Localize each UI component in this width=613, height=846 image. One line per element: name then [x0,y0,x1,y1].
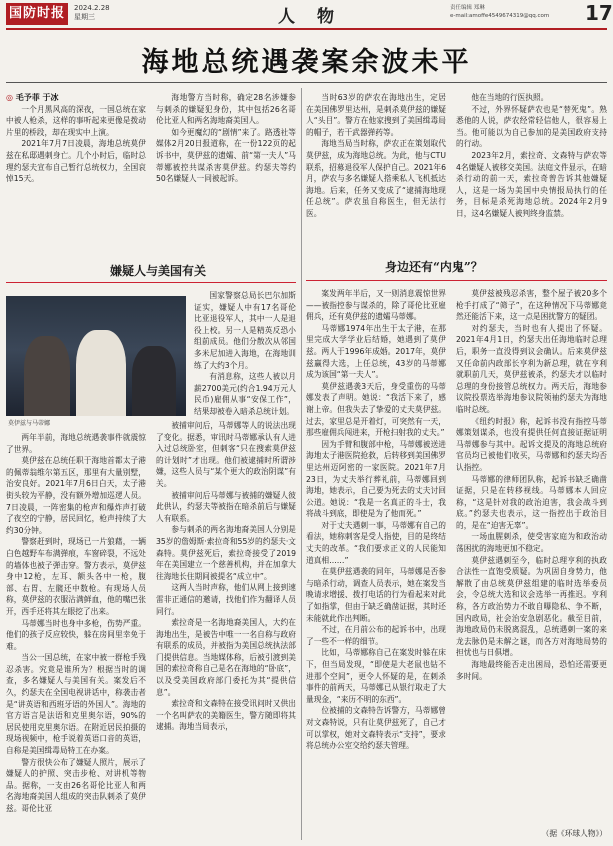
paragraph: 当公一国总统，在家中被一群枪手残忍杀害。究竟是谁所为？根据当时的调查，多名嫌疑人与美国有关。案发后不久，约瑟夫在全国电视讲话中，称袭击者是“讲英语和西班牙语的外国人”。海地的官方语言是法语和克里奥尔语，90%的居民使用克里奥尔语。在附近居民拍摄的现场视频中，枪手说着英语口音的英语，自称是美国缉毒局特工在办案。 [6,653,146,756]
paragraph: 马蒂娜当时也身中多枪，伤势严重。他们的孩子反应较快，躲在房间里幸免于难。 [6,618,146,651]
paragraph: 2021年7月7日凌晨，海地总统莫伊兹在私邸遇刺身亡。几个小时后，临时总理约瑟夫宣布自己暂行总统权力，全国哀悼15天。 [6,139,146,184]
article-column-2 [156,420,296,840]
column-divider [301,88,302,840]
paragraph: 有消息称，这些人被以月薪2700美元(约合1.94万元人民币)雇佣从事“安保工作”，结果却被卷入暗杀总统计划。 [194,372,296,416]
paragraph: 警方很快公布了嫌疑人照片，展示了嫌疑人的护照、突击步枪、对讲机等物品。据称，一支由26名哥伦比亚人和两名海地裔美国人组成的突击队刺杀了莫伊兹。哥伦比亚 [6,757,146,813]
paragraph: 案发两年半后，又一则消息震惊世界——被指控参与谋杀的，除了哥伦比亚雇佣兵，还有莫伊兹的遗孀马蒂娜。 [306,289,446,322]
figure-martine [76,330,126,416]
date-text: 2024.2.28 [74,4,110,12]
paragraph: 不过，外界怀疑萨农也是“替死鬼”。熟悉他的人说，萨农经常轻信他人，很容易上当。他可能以为自己参加的是美国政府支持的行动。 [456,104,607,149]
paragraph: 莫伊兹遇袭3天后，身受重伤的马蒂娜发表了声明。她说：“我活下来了，感谢上帝。但我失去了挚爱的丈夫莫伊兹。过去，家里总是开着灯，可突然有一天，那些雇佣兵闯进来，开枪扫射我的丈夫。” [306,381,446,438]
paragraph: 位被捕的文森特告诉警方，马蒂娜曾对文森特说，只有让莫伊兹死了，自己才可以掌权，她对文森特表示“支持”，要求将总统办公室交给约瑟夫管理。 [306,706,446,751]
paragraph: 对约瑟夫，当时也有人提出了怀疑。2021年4月1日，约瑟夫出任海地临时总理后，职务一直没得到议会确认。后来莫伊兹又任命前内政部长亨利为新总理，就在亨利就职前几天，莫伊兹被杀，约瑟夫才以临时总理的身份接管总统权力。两天后，海地参议院投票选举海地参议院领袖约瑟夫为海地临时总统。 [456,323,607,414]
editor-name: 责任编辑 郑琳 [450,5,485,11]
photo-side-column [194,290,296,418]
paragraph: 一个月黑风高的深夜，一国总统在家中被人枪杀，这样的事听起来更像是拨动片里的桥段，却在现实中上演。 [6,104,146,137]
paragraph: 《纽约时报》称，起诉书没有指控马蒂娜策划谋杀，也没有提供任何直接证据证明马蒂娜参与其中。起诉文提及的海地总统府官员均已被他们收买，马蒂娜和约瑟夫均否认指控。 [456,416,607,472]
paragraph: 海地当局当时称，萨农正在策划取代莫伊兹，成为海地总统。为此，他与CTU联系，招募退役军人保护自己。2021年6月，萨农与多名嫌疑人搭乘私人飞机抵达海地。后来，任务又变成了“逮捕海地现任总统”。萨农虽自称医生，但无法行医。 [306,139,446,218]
paragraph: 警察赶到时，现场已一片狼藉，一辆白色越野车布满弹痕，车窗碎裂，不远处的墙体也被子弹击穿。警方表示，莫伊兹身中12枪，左耳、额头各中一枪，腹部、右胃、左髋还中数枪。有现场人员称，莫伊兹的衣服沾满鲜血，他的嘴巴张开，西手还将其左眼挖了出来。 [6,537,146,616]
paragraph: 海地警方当时称，确定28名涉嫌参与刺杀的嫌疑犯身份，其中包括26名哥伦比亚人和两名海地裔美国人。 [156,93,296,126]
issue-date [74,4,110,22]
source-credit: （据《环球人物》） [541,829,607,838]
photo-caption: 莫伊兹与马蒂娜 [8,420,51,427]
editor-email: e-mail:amoffe4549674319@qq.com [450,13,550,19]
paragraph: 在莫伊兹遇袭的同年，马蒂娜是否参与暗杀行动，调查人员表示，她在案发当晚请求增援、拨打电话的行为看起来对此了如指掌，但由于缺乏确凿证据，其时还未能就此作出判断。 [306,567,446,623]
newspaper-logo: 国防时报 [6,3,68,25]
paragraph: 2023年2月，索拉奇、文森特与萨农等4名嫌疑人被移交美国。法庭文件显示，在暗杀行动的前一天，索拉奇曾告诉其他嫌疑人，这是一场为美国中央情报局执行的任务，目标是杀死海地总统。2024年2月9日，这4名嫌疑人被判终身监禁。 [456,150,607,218]
paragraph: 莫伊兹遇刺至今，临时总理亨利的执政合法性一直饱受质疑。为巩固自身势力，他解散了由总统莫伊兹组建的临时选举委员会，令总统大选和议会选举一再推迟。亨利称，各方政治势力不敢自曝隐私、争不断，国内政局，社会治安急剧恶化。截至目前，海地政局仍未脱离混乱，总统遇刺一案的来龙去脉仍是未解之谜，而各方对海地局势的担忧也与日俱增。 [456,555,607,658]
subhead-divider [306,280,607,281]
paragraph: 参与刺杀的两名海地裔美国人分别是35岁的詹姆斯·索拉奇和55岁的约瑟夫·文森特。莫伊兹死后，索拉奇接受了2019年在美国建立一个慈善机构，并在加拿大往海地长住期间被提名“成立中”。 [156,525,296,581]
paragraph: 被捕审问后，马蒂娜等人的说法出现了变化。据悉，审讯时马蒂娜承认有人进入过总统卧室，但刺客“只在搜索莫伊兹的计划时”才出现。他们被逮捕时所谓涉嫌，这些人员与“某个更大的政治阴谋”有关。 [156,421,296,488]
paragraph: 海地最终能否走出困局，恐怕还需要更多时间。 [456,660,607,681]
editor-info [450,4,549,20]
moise-couple-photo [6,296,186,416]
paragraph: 这两人当时声称，他们从网上接到速雷非正通信的邀请，找他们作为翻译人员同行。 [156,583,296,616]
paragraph: 当时63岁的萨农在海地出生，定居在美国佛罗里达州，是刺杀莫伊兹的嫌疑人“头目”。警方在他家搜到了美国缉毒局的帽子，若干武器弹药等。 [306,93,446,137]
weekday-text: 星期三 [74,13,95,21]
paragraph: 莫伊兹在总统任职于海地首都太子港的佩蒂翁维尔第五区，那里有大量别墅，治安良好。2021年7月6日白天，太子港街头较为平静，没有额外增加巡逻人员。7日凌晨，一阵密集的枪声和爆炸声打破了夜空的宁静，居民回忆，枪声持续了大约30分钟。 [6,456,146,535]
paragraph: 被捕审问后马蒂娜与被捕的嫌疑人彼此供认，约瑟夫等被指在暗杀前后与嫌疑人有联系。 [156,490,296,523]
intro-column-2 [156,92,296,185]
page-headline: 海地总统遇袭案余波未平 [141,47,472,78]
paragraph: 因为手臂和腹部中枪，马蒂娜被送进海地太子港医院抢救，后转移到美国佛罗里达州迈阿密的一家医院。2021年7月23日，为丈夫举行葬礼前，马蒂娜回到海地，她表示，自己要为死去的丈夫讨回公道。她说：“我是一名真正的斗士，我将战斗到底，即使是为了他而死。” [306,439,446,519]
paragraph: 不过，在月前公布的起诉书中，出现了一些不一样的细节。 [306,625,446,646]
paragraph: 他在当地的行医执照。 [471,93,549,102]
paragraph: 比如，马蒂娜称自己在案发时躲在床下，但当局发现，“即使是大老鼠也钻不进那个空间”，更令人怀疑的是，在刺杀事件的前两天，马蒂娜已从银行取走了大量现金，“来历不明的东西”。 [306,648,446,704]
page-number: 17 [585,1,613,25]
section-title: 人 物 [278,7,342,27]
paragraph: 马蒂娜1974年出生于太子港，在那里完成大学学业后结婚，她遇到了莫伊兹。两人于1996年成婚。2017年，莫伊兹赢得大选，上任总统，43岁的马蒂娜成为该国“第一夫人”。 [306,323,446,380]
header-divider [6,28,607,30]
paragraph: 马蒂娜的律师团队称，起诉书缺乏确凿证据，只是在转移视线。马蒂娜本人回应称，“这是针对我的政治迫害，我会战斗到底。”约瑟夫也表示，这一指控出于政治目的，是在“迫害无辜”。 [456,474,607,530]
article-column-4 [456,288,607,828]
figure-moise [24,336,70,416]
paragraph: 如今更魔幻的“剧情”来了。路透社等媒体2月20日报道称，在一份122页的起诉书中，莫伊兹的遗孀、前“第一夫人”马蒂娜被控共谋杀害莫伊兹。约瑟夫等约50名嫌疑人一同被起诉。 [156,127,296,184]
paragraph: 两年半前，海地总统遇袭事件就震惊了世界。 [6,433,146,454]
paragraph: 索拉奇和文森特在接受讯问时又供出一个名叫萨农的美籍医生，警方随即将其逮捕。海地当局表示， [156,699,296,732]
headline-divider [6,82,607,83]
paragraph: 国家警察总局长巴尔加斯证实，嫌疑人中有17名哥伦比亚退役军人，其中一人是退役上校。另一人是精英反恐小组前成员。他们分散次从邻国多米尼加进入海地，在海地训练了大约3个月。 [194,291,296,370]
intro-column-1 [6,92,146,185]
subhead-divider [6,282,296,283]
subhead-inside-traitor: 身边还有“内鬼”？ [385,260,483,274]
article-column-3 [306,288,446,840]
paragraph: 一场血腥刺杀，使受害家庭为和政治动荡困扰的海地更加不稳定。 [456,532,607,554]
paragraph: 对于丈夫遇刺一事，马蒂娜有自己的看法，她称刺客是受人指使，目的是终结丈夫的改革。“我们要求正义的人民能知道真相……” [306,520,446,565]
article-column-1 [6,432,146,840]
masthead [0,0,613,32]
paragraph: 莫伊兹被残忍杀害，整个屋子被20多个枪手打成了“筛子”，在这种情况下马蒂娜竟然还能活下来，这一点是困扰警方的疑团。 [456,289,607,322]
intro-column-3 [306,92,446,220]
paragraph: 索拉奇是一名海地裔美国人，大约在海地出生，是被告中唯一一名自称与政府有联系的成员，并被指为美国总统执法部门提供信息。当地媒体称，后被引渡到美国的索拉奇称自己是名在海地的“卧底”，以及受美国政府部门委托为其“提供信息”。 [156,618,296,697]
source-line [456,828,607,840]
figure-background-person [132,346,176,416]
byline: ◎ 毛予菲 于冰 [6,92,146,104]
intro-column-4 [456,92,607,220]
subhead-us-link: 嫌疑人与美国有关 [110,264,207,278]
